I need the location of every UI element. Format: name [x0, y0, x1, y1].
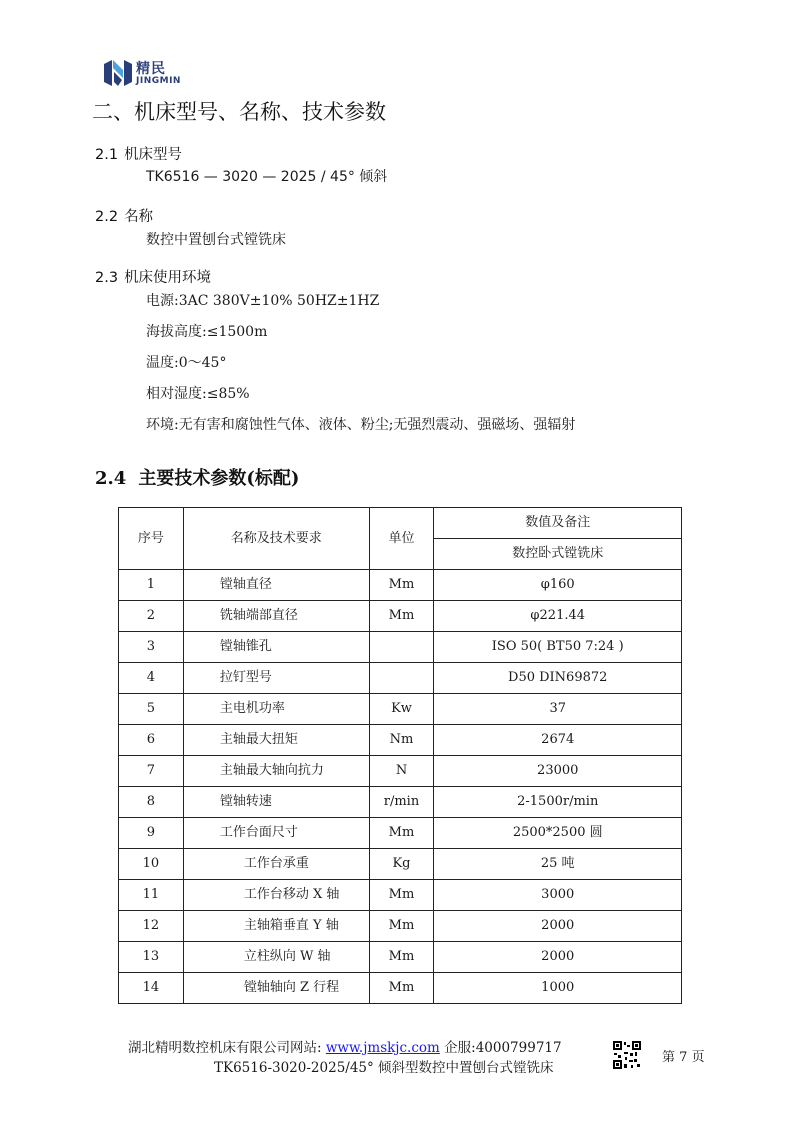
page-number — [662, 1046, 705, 1065]
row-value: 23000 — [434, 756, 682, 787]
header-seq: 序号 — [119, 508, 184, 570]
table-row — [119, 694, 682, 725]
row-unit: Kw — [369, 694, 434, 725]
row-name: 镗轴锥孔 — [183, 632, 369, 663]
row-unit — [369, 663, 434, 694]
row-value: 37 — [434, 694, 682, 725]
jingmin-logo-icon — [104, 58, 132, 88]
section-number: 2.4 — [95, 468, 127, 489]
row-seq: 9 — [119, 818, 184, 849]
row-name: 工作台移动 X 轴 — [183, 880, 369, 911]
table-row — [119, 849, 682, 880]
row-name: 工作台面尺寸 — [183, 818, 369, 849]
header-value: 数值及备注 — [434, 508, 682, 539]
table-row — [119, 911, 682, 942]
spec-table — [118, 507, 682, 1004]
row-unit: Mm — [369, 973, 434, 1004]
table-row — [119, 725, 682, 756]
table-row — [119, 973, 682, 1004]
section-2-3-heading — [95, 266, 211, 287]
row-name: 铣轴端部直径 — [183, 601, 369, 632]
row-name: 拉钉型号 — [183, 663, 369, 694]
row-unit: Mm — [369, 942, 434, 973]
env-altitude-text: 海拔高度:≤1500m — [146, 324, 268, 340]
row-unit: Mm — [369, 818, 434, 849]
row-value: 2674 — [434, 725, 682, 756]
table-row — [119, 570, 682, 601]
row-value: φ160 — [434, 570, 682, 601]
row-name: 镗轴轴向 Z 行程 — [183, 973, 369, 1004]
row-seq: 6 — [119, 725, 184, 756]
page-title: 二、机床型号、名称、技术参数 — [92, 100, 386, 124]
row-seq: 13 — [119, 942, 184, 973]
qr-code-icon — [612, 1040, 642, 1070]
machine-name-text: 数控中置刨台式镗铣床 — [146, 232, 286, 248]
row-name: 镗轴转速 — [183, 787, 369, 818]
env-power-text: 电源:3AC 380V±10% 50HZ±1HZ — [146, 293, 380, 309]
row-unit: Nm — [369, 725, 434, 756]
row-unit: N — [369, 756, 434, 787]
section-label: 机床使用环境 — [124, 270, 212, 286]
page-suffix: 页 — [691, 1050, 705, 1065]
row-unit: Mm — [369, 880, 434, 911]
row-name: 工作台承重 — [183, 849, 369, 880]
table-row — [119, 880, 682, 911]
table-row — [119, 756, 682, 787]
row-seq: 2 — [119, 601, 184, 632]
table-header-row — [119, 508, 682, 539]
row-name: 主轴最大轴向抗力 — [183, 756, 369, 787]
header-name: 名称及技术要求 — [183, 508, 369, 570]
row-value: 3000 — [434, 880, 682, 911]
footer-line-1 — [128, 1036, 562, 1056]
section-label: 名称 — [124, 209, 154, 225]
row-seq: 3 — [119, 632, 184, 663]
row-value: 25 吨 — [434, 849, 682, 880]
table-row — [119, 663, 682, 694]
row-seq: 7 — [119, 756, 184, 787]
row-name: 主电机功率 — [183, 694, 369, 725]
row-value: 2500*2500 圆 — [434, 818, 682, 849]
row-value: ISO 50( BT50 7:24 ) — [434, 632, 682, 663]
table-row — [119, 942, 682, 973]
env-conditions-text: 环境:无有害和腐蚀性气体、液体、粉尘;无强烈震动、强磁场、强辐射 — [146, 417, 576, 433]
section-label: 机床型号 — [124, 147, 183, 163]
section-2-2-heading — [95, 205, 153, 226]
logo-brand-en: JINGMIN — [136, 76, 181, 86]
row-seq: 10 — [119, 849, 184, 880]
row-unit — [369, 632, 434, 663]
row-unit: Mm — [369, 570, 434, 601]
page-number-value: 7 — [679, 1050, 688, 1065]
row-value: 2-1500r/min — [434, 787, 682, 818]
env-temperature-text: 温度:0～45° — [146, 355, 227, 371]
logo-brand-cn: 精民 — [136, 61, 166, 77]
model-number-text: TK6516 — 3020 — 2025 / 45° 倾斜 — [146, 169, 388, 185]
env-humidity-text: 相对湿度:≤85% — [146, 386, 250, 402]
row-seq: 5 — [119, 694, 184, 725]
table-row — [119, 632, 682, 663]
company-logo — [104, 58, 204, 92]
section-2-1-heading — [95, 143, 182, 164]
row-unit: r/min — [369, 787, 434, 818]
row-name: 主轴最大扭矩 — [183, 725, 369, 756]
row-seq: 12 — [119, 911, 184, 942]
row-seq: 11 — [119, 880, 184, 911]
row-seq: 4 — [119, 663, 184, 694]
row-name: 主轴箱垂直 Y 轴 — [183, 911, 369, 942]
row-unit: Kg — [369, 849, 434, 880]
section-label: 主要技术参数(标配) — [138, 468, 300, 489]
table-row — [119, 601, 682, 632]
table-row — [119, 787, 682, 818]
row-unit: Mm — [369, 911, 434, 942]
section-number: 2.3 — [95, 270, 119, 286]
section-2-4-heading — [95, 464, 299, 490]
row-unit: Mm — [369, 601, 434, 632]
row-seq: 14 — [119, 973, 184, 1004]
row-seq: 1 — [119, 570, 184, 601]
row-value: 1000 — [434, 973, 682, 1004]
row-seq: 8 — [119, 787, 184, 818]
header-value-sub: 数控卧式镗铣床 — [434, 539, 682, 570]
page-prefix: 第 — [662, 1050, 676, 1065]
section-number: 2.2 — [95, 209, 119, 225]
footer-service-phone: 4000799717 — [475, 1040, 562, 1056]
row-value: 2000 — [434, 911, 682, 942]
row-value: D50 DIN69872 — [434, 663, 682, 694]
footer-line-2: TK6516-3020-2025/45° 倾斜型数控中置刨台式镗铣床 — [214, 1060, 554, 1076]
table-row — [119, 818, 682, 849]
row-value: 2000 — [434, 942, 682, 973]
footer-website-link[interactable]: www.jmskjc.com — [325, 1040, 440, 1056]
row-name: 镗轴直径 — [183, 570, 369, 601]
footer-company: 湖北精明数控机床有限公司网站: — [128, 1040, 322, 1056]
row-value: φ221.44 — [434, 601, 682, 632]
header-unit: 单位 — [369, 508, 434, 570]
section-number: 2.1 — [95, 147, 119, 163]
row-name: 立柱纵向 W 轴 — [183, 942, 369, 973]
footer-service-label: 企服: — [444, 1040, 476, 1056]
